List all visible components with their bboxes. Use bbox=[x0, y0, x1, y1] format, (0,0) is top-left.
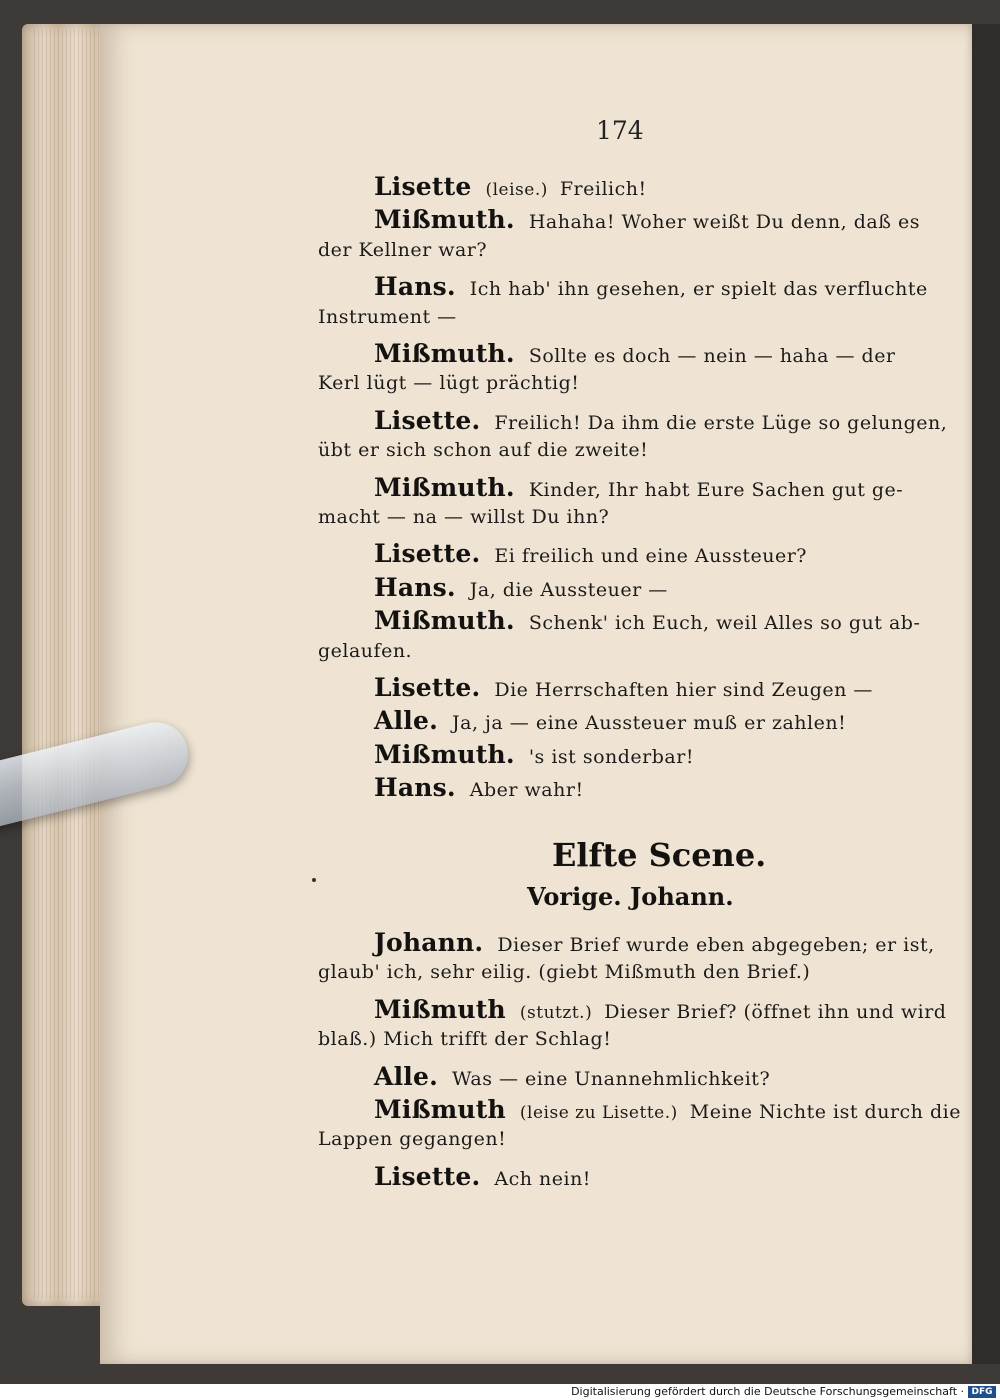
dialogue-text: Kerl lügt — lügt prächtig! bbox=[318, 372, 580, 395]
dialogue-text: gelaufen. bbox=[318, 639, 413, 662]
text-line bbox=[318, 372, 579, 394]
text-line bbox=[318, 1128, 506, 1150]
text-line bbox=[318, 306, 457, 328]
text-line bbox=[374, 272, 928, 301]
text-line bbox=[374, 172, 647, 201]
stage-direction: (leise.) bbox=[485, 180, 548, 200]
speaker-name: Mißmuth bbox=[374, 994, 506, 1024]
speaker-name: Mißmuth. bbox=[374, 205, 515, 235]
speaker-name: Mißmuth bbox=[374, 1095, 506, 1124]
dialogue-text: Kinder, Ihr habt Eure Sachen gut ge- bbox=[528, 478, 904, 501]
dialogue-text: Was — eine Unannehmlichkeit? bbox=[452, 1067, 771, 1090]
speaker-name: Mißmuth. bbox=[374, 739, 515, 769]
dialogue-text: Ach nein! bbox=[494, 1167, 591, 1190]
speaker-name: Mißmuth. bbox=[374, 606, 515, 636]
dialogue-text: Meine Nichte ist durch die bbox=[689, 1101, 961, 1123]
dialogue-text: der Kellner war? bbox=[318, 238, 488, 261]
text-line bbox=[374, 1162, 591, 1191]
text-line bbox=[374, 673, 873, 702]
dialogue-text: Schenk' ich Euch, weil Alles so gut ab- bbox=[528, 612, 921, 635]
dialogue-text: glaub' ich, sehr eilig. (giebt Mißmuth den Brief.) bbox=[318, 961, 811, 984]
scene-cast: Vorige. Johann. bbox=[527, 882, 734, 911]
dialogue-text: Dieser Brief wurde eben abgegeben; er ist, bbox=[497, 934, 935, 956]
text-line bbox=[374, 995, 946, 1024]
dialogue-text: 's ist sonderbar! bbox=[528, 745, 694, 768]
text-line bbox=[374, 928, 935, 957]
text-line bbox=[374, 1095, 961, 1124]
dialogue-text: Freilich! bbox=[559, 178, 647, 200]
dialogue-text: Ja, die Aussteuer — bbox=[469, 578, 668, 601]
speaker-name: Lisette. bbox=[374, 1161, 481, 1191]
speaker-name: Hans. bbox=[374, 272, 456, 302]
text-line bbox=[318, 439, 648, 461]
text-line bbox=[318, 961, 810, 983]
text-line bbox=[318, 1028, 611, 1050]
dfg-logo-icon: DFG bbox=[968, 1386, 996, 1398]
speaker-name: Lisette. bbox=[374, 673, 481, 702]
text-line bbox=[374, 573, 668, 602]
speaker-name: Alle. bbox=[374, 706, 439, 736]
text-line bbox=[318, 506, 609, 528]
speaker-name: Lisette bbox=[374, 172, 472, 201]
text-line bbox=[318, 640, 412, 662]
text-line bbox=[374, 606, 920, 635]
dialogue-text: Die Herrschaften hier sind Zeugen — bbox=[494, 679, 873, 701]
dialogue-text: macht — na — willst Du ihn? bbox=[318, 506, 610, 528]
speaker-name: Hans. bbox=[374, 572, 456, 602]
dialogue-text: Sollte es doch — nein — haha — der bbox=[528, 345, 896, 367]
page-number: 174 bbox=[596, 116, 644, 145]
speaker-name: Alle. bbox=[374, 1061, 439, 1091]
dialogue-text: Ich hab' ihn gesehen, er spielt das verfluchte bbox=[469, 278, 928, 301]
text-line bbox=[374, 773, 584, 802]
speaker-name: Lisette. bbox=[374, 539, 481, 569]
text-line bbox=[318, 239, 487, 261]
text-line bbox=[374, 406, 947, 435]
dialogue-text: Lappen gegangen! bbox=[318, 1128, 507, 1151]
text-line bbox=[374, 539, 807, 568]
dialogue-text: Dieser Brief? (öffnet ihn und wird bbox=[604, 1000, 947, 1023]
footer-credit: Digitalisierung gefördert durch die Deutsche Forschungsgemeinschaft · bbox=[571, 1385, 964, 1398]
dialogue-text: Freilich! Da ihm die erste Lüge so gelungen, bbox=[494, 411, 948, 434]
dialogue-text: Hahaha! Woher weißt Du denn, daß es bbox=[528, 211, 920, 234]
scan-background bbox=[972, 24, 1000, 1364]
ink-dot bbox=[312, 878, 316, 882]
text-line bbox=[374, 205, 920, 234]
dialogue-text: Instrument — bbox=[318, 305, 457, 328]
dialogue-text: Aber wahr! bbox=[469, 779, 584, 802]
speaker-name: Mißmuth. bbox=[374, 472, 515, 502]
dialogue-text: übt er sich schon auf die zweite! bbox=[318, 439, 649, 462]
dialogue-text: Ja, ja — eine Aussteuer muß er zahlen! bbox=[452, 712, 847, 735]
text-line bbox=[374, 1062, 770, 1091]
dialogue-text: blaß.) Mich trifft der Schlag! bbox=[318, 1028, 612, 1051]
text-line bbox=[374, 473, 903, 502]
stage-direction: (leise zu Lisette.) bbox=[519, 1103, 678, 1123]
text-line bbox=[374, 740, 694, 769]
speaker-name: Hans. bbox=[374, 773, 456, 803]
speaker-name: Johann. bbox=[374, 928, 484, 957]
speaker-name: Lisette. bbox=[374, 405, 481, 435]
text-line bbox=[374, 706, 846, 735]
speaker-name: Mißmuth. bbox=[374, 339, 515, 368]
scene-title: Elfte Scene. bbox=[552, 836, 767, 874]
stage-direction: (stutzt.) bbox=[519, 1002, 593, 1023]
text-line bbox=[374, 339, 896, 368]
dialogue-text: Ei freilich und eine Aussteuer? bbox=[494, 545, 807, 568]
